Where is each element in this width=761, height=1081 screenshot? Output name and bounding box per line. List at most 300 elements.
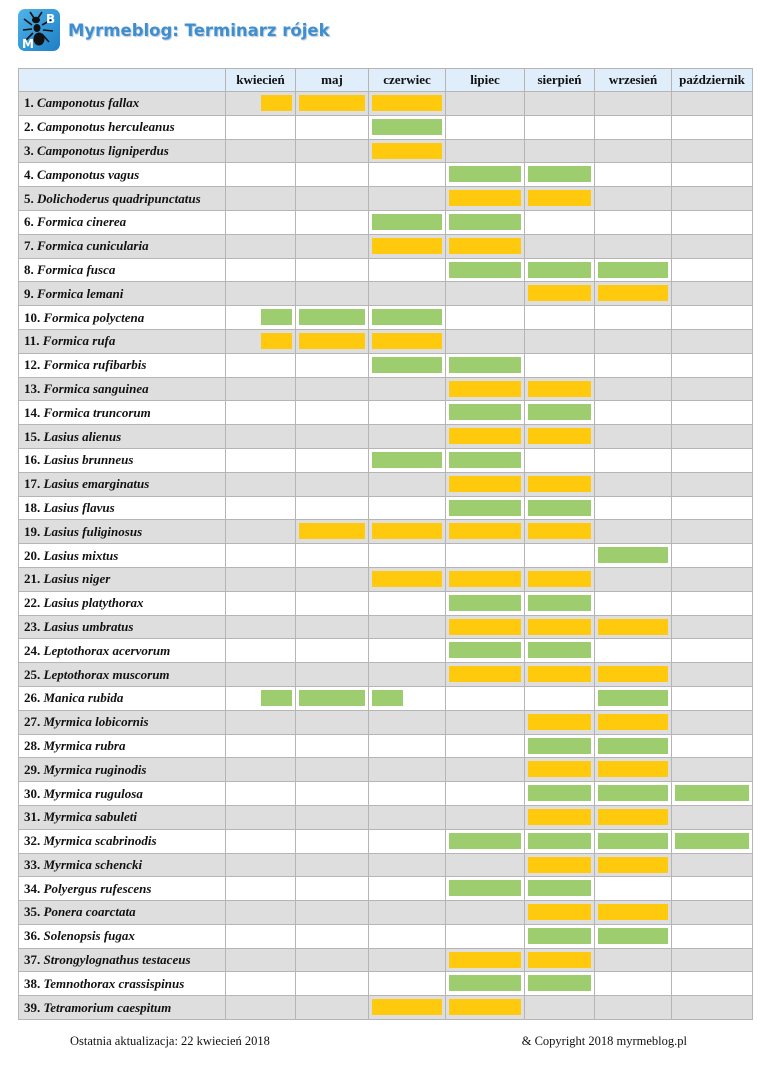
month-cell — [369, 663, 446, 687]
swarming-bar-green — [449, 166, 521, 182]
swarming-bar-green — [598, 547, 668, 563]
species-cell — [19, 924, 226, 948]
month-cell — [226, 829, 296, 853]
month-cell — [296, 639, 369, 663]
species-cell — [19, 353, 226, 377]
month-cell — [369, 544, 446, 568]
species-name: Myrmica schencki — [43, 856, 143, 872]
swarming-bar-green — [372, 452, 442, 468]
species-cell — [19, 401, 226, 425]
swarming-bar-green — [528, 500, 591, 516]
month-header: sierpień — [525, 69, 595, 92]
species-number: 17. — [24, 476, 41, 492]
species-cell — [19, 448, 226, 472]
month-cell — [296, 710, 369, 734]
table-row — [19, 210, 753, 234]
table-row — [19, 544, 753, 568]
species-name: Tetramorium caespitum — [43, 999, 172, 1015]
month-cell — [525, 948, 595, 972]
month-cell — [296, 282, 369, 306]
month-cell — [226, 496, 296, 520]
month-cell — [595, 686, 672, 710]
month-cell — [296, 972, 369, 996]
species-cell — [19, 496, 226, 520]
month-cell — [525, 901, 595, 925]
swarming-bar-yellow — [299, 523, 365, 539]
month-cell — [672, 115, 753, 139]
month-cell — [595, 924, 672, 948]
month-cell — [672, 425, 753, 449]
species-cell — [19, 901, 226, 925]
table-row — [19, 853, 753, 877]
month-cell — [672, 472, 753, 496]
month-cell — [226, 448, 296, 472]
species-cell — [19, 234, 226, 258]
month-cell — [446, 163, 525, 187]
species-name: Lasius umbratus — [43, 618, 134, 634]
table-row — [19, 877, 753, 901]
month-cell — [672, 639, 753, 663]
month-cell — [446, 924, 525, 948]
month-cell — [369, 448, 446, 472]
swarming-bar-green — [598, 262, 668, 278]
table-row — [19, 782, 753, 806]
table-row — [19, 972, 753, 996]
species-number: 26. — [24, 690, 41, 706]
month-cell — [672, 615, 753, 639]
month-cell — [369, 782, 446, 806]
month-header: lipiec — [446, 69, 525, 92]
species-number: 33. — [24, 856, 41, 872]
month-cell — [446, 448, 525, 472]
month-cell — [446, 544, 525, 568]
swarming-bar-yellow — [598, 809, 668, 825]
species-number: 25. — [24, 666, 41, 682]
site-title[interactable]: Myrmeblog: Terminarz rójek — [68, 20, 330, 40]
species-name: Lasius mixtus — [43, 547, 119, 563]
month-cell — [226, 234, 296, 258]
month-cell — [226, 377, 296, 401]
swarming-bar-yellow — [372, 333, 442, 349]
species-cell — [19, 615, 226, 639]
species-cell — [19, 972, 226, 996]
month-cell — [446, 948, 525, 972]
month-cell — [446, 210, 525, 234]
month-cell — [296, 877, 369, 901]
month-cell — [296, 734, 369, 758]
species-name: Camponotus herculeanus — [37, 119, 175, 135]
species-cell — [19, 663, 226, 687]
swarming-bar-green — [528, 880, 591, 896]
month-cell — [595, 544, 672, 568]
month-cell — [672, 448, 753, 472]
swarming-bar-yellow — [528, 809, 591, 825]
table-row — [19, 425, 753, 449]
month-cell — [369, 758, 446, 782]
month-cell — [369, 710, 446, 734]
swarming-bar-green — [372, 357, 442, 373]
month-cell — [296, 92, 369, 116]
swarming-bar-green — [528, 975, 591, 991]
species-name: Myrmica lobicornis — [43, 714, 149, 730]
species-name: Leptothorax acervorum — [43, 642, 171, 658]
month-cell — [446, 520, 525, 544]
species-number: 29. — [24, 761, 41, 777]
species-cell — [19, 115, 226, 139]
month-cell — [525, 663, 595, 687]
species-number: 31. — [24, 809, 41, 825]
month-cell — [446, 710, 525, 734]
month-cell — [595, 258, 672, 282]
month-cell — [296, 115, 369, 139]
month-cell — [296, 591, 369, 615]
month-cell — [446, 853, 525, 877]
species-cell — [19, 139, 226, 163]
month-cell — [446, 567, 525, 591]
month-cell — [595, 401, 672, 425]
swarming-bar-green — [675, 785, 749, 801]
month-cell — [525, 544, 595, 568]
month-cell — [296, 615, 369, 639]
swarming-bar-green — [598, 738, 668, 754]
table-row — [19, 639, 753, 663]
month-cell — [525, 639, 595, 663]
swarming-bar-yellow — [449, 666, 521, 682]
swarming-bar-yellow — [528, 428, 591, 444]
species-name: Solenopsis fugax — [43, 928, 135, 944]
swarming-bar-yellow — [598, 857, 668, 873]
month-cell — [525, 972, 595, 996]
month-cell — [525, 425, 595, 449]
species-name: Camponotus fallax — [37, 95, 140, 111]
species-name: Formica rufa — [42, 333, 116, 349]
month-cell — [672, 234, 753, 258]
month-cell — [369, 853, 446, 877]
month-cell — [369, 472, 446, 496]
month-cell — [595, 163, 672, 187]
swarming-bar-yellow — [528, 571, 591, 587]
month-cell — [672, 353, 753, 377]
month-cell — [672, 377, 753, 401]
month-cell — [296, 448, 369, 472]
month-cell — [595, 92, 672, 116]
month-cell — [672, 591, 753, 615]
species-name: Formica truncorum — [43, 404, 151, 420]
month-cell — [369, 139, 446, 163]
species-cell — [19, 877, 226, 901]
month-cell — [226, 544, 296, 568]
month-header: wrzesień — [595, 69, 672, 92]
species-name: Formica fusca — [37, 261, 116, 277]
species-number: 11. — [24, 333, 40, 349]
species-number: 14. — [24, 404, 41, 420]
month-cell — [525, 234, 595, 258]
month-cell — [525, 210, 595, 234]
month-cell — [369, 496, 446, 520]
month-cell — [672, 663, 753, 687]
species-cell — [19, 329, 226, 353]
swarming-bar-green — [528, 404, 591, 420]
month-cell — [525, 377, 595, 401]
swarming-bar-yellow — [372, 95, 442, 111]
species-number: 3. — [24, 142, 34, 158]
month-cell — [296, 258, 369, 282]
swarming-bar-yellow — [261, 95, 292, 111]
swarming-bar-yellow — [372, 523, 442, 539]
species-number: 10. — [24, 309, 41, 325]
month-cell — [525, 924, 595, 948]
month-cell — [369, 377, 446, 401]
species-number: 12. — [24, 357, 41, 373]
month-cell — [595, 353, 672, 377]
month-cell — [296, 924, 369, 948]
swarming-bar-yellow — [528, 619, 591, 635]
month-cell — [296, 996, 369, 1020]
month-cell — [369, 520, 446, 544]
month-cell — [369, 115, 446, 139]
species-cell — [19, 425, 226, 449]
species-number: 6. — [24, 214, 34, 230]
species-cell — [19, 996, 226, 1020]
month-cell — [446, 591, 525, 615]
month-cell — [525, 686, 595, 710]
month-cell — [226, 948, 296, 972]
swarming-bar-yellow — [372, 571, 442, 587]
swarming-bar-green — [675, 833, 749, 849]
table-row — [19, 472, 753, 496]
logo-letter-b: B — [46, 12, 56, 26]
month-header: październik — [672, 69, 753, 92]
species-cell — [19, 710, 226, 734]
species-number: 18. — [24, 499, 41, 515]
swarming-bar-green — [372, 309, 442, 325]
month-cell — [525, 829, 595, 853]
month-cell — [595, 805, 672, 829]
species-number: 8. — [24, 261, 34, 277]
swarming-bar-yellow — [598, 619, 668, 635]
swarming-bar-yellow — [528, 714, 591, 730]
species-name: Lasius niger — [43, 571, 111, 587]
species-name: Ponera coarctata — [43, 904, 136, 920]
table-row — [19, 615, 753, 639]
month-cell — [525, 758, 595, 782]
species-cell — [19, 853, 226, 877]
table-row — [19, 139, 753, 163]
swarming-bar-green — [528, 595, 591, 611]
species-number: 5. — [24, 190, 34, 206]
species-cell — [19, 187, 226, 211]
month-cell — [525, 805, 595, 829]
swarming-bar-yellow — [449, 476, 521, 492]
month-cell — [672, 282, 753, 306]
month-cell — [296, 496, 369, 520]
species-number: 20. — [24, 547, 41, 563]
month-cell — [525, 853, 595, 877]
month-cell — [446, 639, 525, 663]
month-cell — [369, 258, 446, 282]
month-cell — [226, 663, 296, 687]
species-cell — [19, 210, 226, 234]
table-row — [19, 805, 753, 829]
table-row — [19, 282, 753, 306]
species-number: 30. — [24, 785, 41, 801]
month-cell — [226, 639, 296, 663]
swarming-bar-yellow — [528, 285, 591, 301]
swarming-bar-yellow — [528, 476, 591, 492]
species-number: 1. — [24, 95, 34, 111]
species-number: 19. — [24, 523, 41, 539]
species-cell — [19, 829, 226, 853]
month-cell — [595, 948, 672, 972]
species-name: Myrmica sabuleti — [43, 809, 138, 825]
month-cell — [446, 282, 525, 306]
month-cell — [525, 496, 595, 520]
month-cell — [525, 258, 595, 282]
month-cell — [296, 210, 369, 234]
swarming-bar-green — [449, 404, 521, 420]
swarming-bar-yellow — [598, 666, 668, 682]
month-cell — [226, 115, 296, 139]
month-cell — [369, 401, 446, 425]
month-cell — [595, 567, 672, 591]
month-cell — [226, 210, 296, 234]
species-cell — [19, 163, 226, 187]
month-cell — [296, 306, 369, 330]
species-cell — [19, 758, 226, 782]
species-number: 4. — [24, 166, 34, 182]
species-number: 32. — [24, 833, 41, 849]
swarming-bar-yellow — [528, 381, 591, 397]
swarming-bar-yellow — [372, 238, 442, 254]
swarming-bar-yellow — [528, 857, 591, 873]
species-cell — [19, 686, 226, 710]
month-cell — [226, 924, 296, 948]
month-cell — [446, 877, 525, 901]
table-row — [19, 734, 753, 758]
month-cell — [595, 639, 672, 663]
month-cell — [369, 234, 446, 258]
site-logo[interactable] — [18, 9, 60, 51]
header-row — [19, 69, 753, 92]
species-cell — [19, 805, 226, 829]
species-cell — [19, 472, 226, 496]
swarming-bar-green — [299, 309, 365, 325]
species-number: 27. — [24, 714, 41, 730]
species-number: 39. — [24, 999, 41, 1015]
month-cell — [226, 972, 296, 996]
month-cell — [369, 948, 446, 972]
species-name: Camponotus ligniperdus — [37, 142, 169, 158]
month-cell — [369, 353, 446, 377]
month-cell — [595, 187, 672, 211]
month-cell — [525, 139, 595, 163]
swarming-bar-green — [449, 262, 521, 278]
month-cell — [296, 520, 369, 544]
month-cell — [525, 996, 595, 1020]
species-cell — [19, 520, 226, 544]
month-cell — [672, 901, 753, 925]
month-cell — [672, 758, 753, 782]
month-cell — [525, 472, 595, 496]
month-cell — [595, 615, 672, 639]
month-cell — [369, 829, 446, 853]
month-cell — [296, 472, 369, 496]
month-cell — [595, 210, 672, 234]
swarming-bar-yellow — [528, 904, 591, 920]
month-cell — [296, 686, 369, 710]
month-cell — [595, 282, 672, 306]
month-cell — [446, 782, 525, 806]
swarming-bar-yellow — [372, 999, 442, 1015]
species-cell — [19, 306, 226, 330]
month-cell — [525, 282, 595, 306]
species-name: Lasius emarginatus — [43, 476, 150, 492]
swarming-bar-green — [528, 928, 591, 944]
species-name: Strongylognathus testaceus — [43, 952, 191, 968]
month-cell — [226, 306, 296, 330]
month-cell — [369, 591, 446, 615]
month-cell — [296, 829, 369, 853]
swarming-bar-green — [372, 690, 403, 706]
month-cell — [525, 115, 595, 139]
species-number: 28. — [24, 737, 41, 753]
swarming-bar-yellow — [372, 143, 442, 159]
month-cell — [296, 663, 369, 687]
table-row — [19, 353, 753, 377]
month-cell — [672, 210, 753, 234]
month-cell — [226, 877, 296, 901]
swarming-bar-yellow — [598, 761, 668, 777]
month-cell — [672, 567, 753, 591]
month-cell — [446, 234, 525, 258]
month-cell — [672, 187, 753, 211]
swarming-bar-green — [598, 833, 668, 849]
page-header — [18, 8, 330, 52]
month-header: maj — [296, 69, 369, 92]
month-cell — [446, 758, 525, 782]
month-cell — [672, 782, 753, 806]
species-number: 38. — [24, 975, 41, 991]
table-row — [19, 901, 753, 925]
month-cell — [446, 472, 525, 496]
month-cell — [369, 877, 446, 901]
month-cell — [525, 329, 595, 353]
species-number: 15. — [24, 428, 41, 444]
month-cell — [672, 710, 753, 734]
month-cell — [369, 901, 446, 925]
month-cell — [296, 544, 369, 568]
month-cell — [369, 615, 446, 639]
swarming-bar-yellow — [261, 333, 292, 349]
month-cell — [226, 710, 296, 734]
month-cell — [446, 401, 525, 425]
species-number: 22. — [24, 595, 41, 611]
species-number: 9. — [24, 285, 34, 301]
swarming-schedule-table — [18, 68, 753, 1020]
swarming-bar-green — [261, 690, 292, 706]
month-cell — [525, 591, 595, 615]
month-cell — [226, 591, 296, 615]
swarming-bar-yellow — [528, 190, 591, 206]
month-cell — [296, 853, 369, 877]
month-cell — [525, 615, 595, 639]
header-corner — [19, 69, 226, 92]
month-cell — [446, 829, 525, 853]
month-cell — [369, 163, 446, 187]
table-row — [19, 686, 753, 710]
species-number: 21. — [24, 571, 41, 587]
month-cell — [296, 139, 369, 163]
